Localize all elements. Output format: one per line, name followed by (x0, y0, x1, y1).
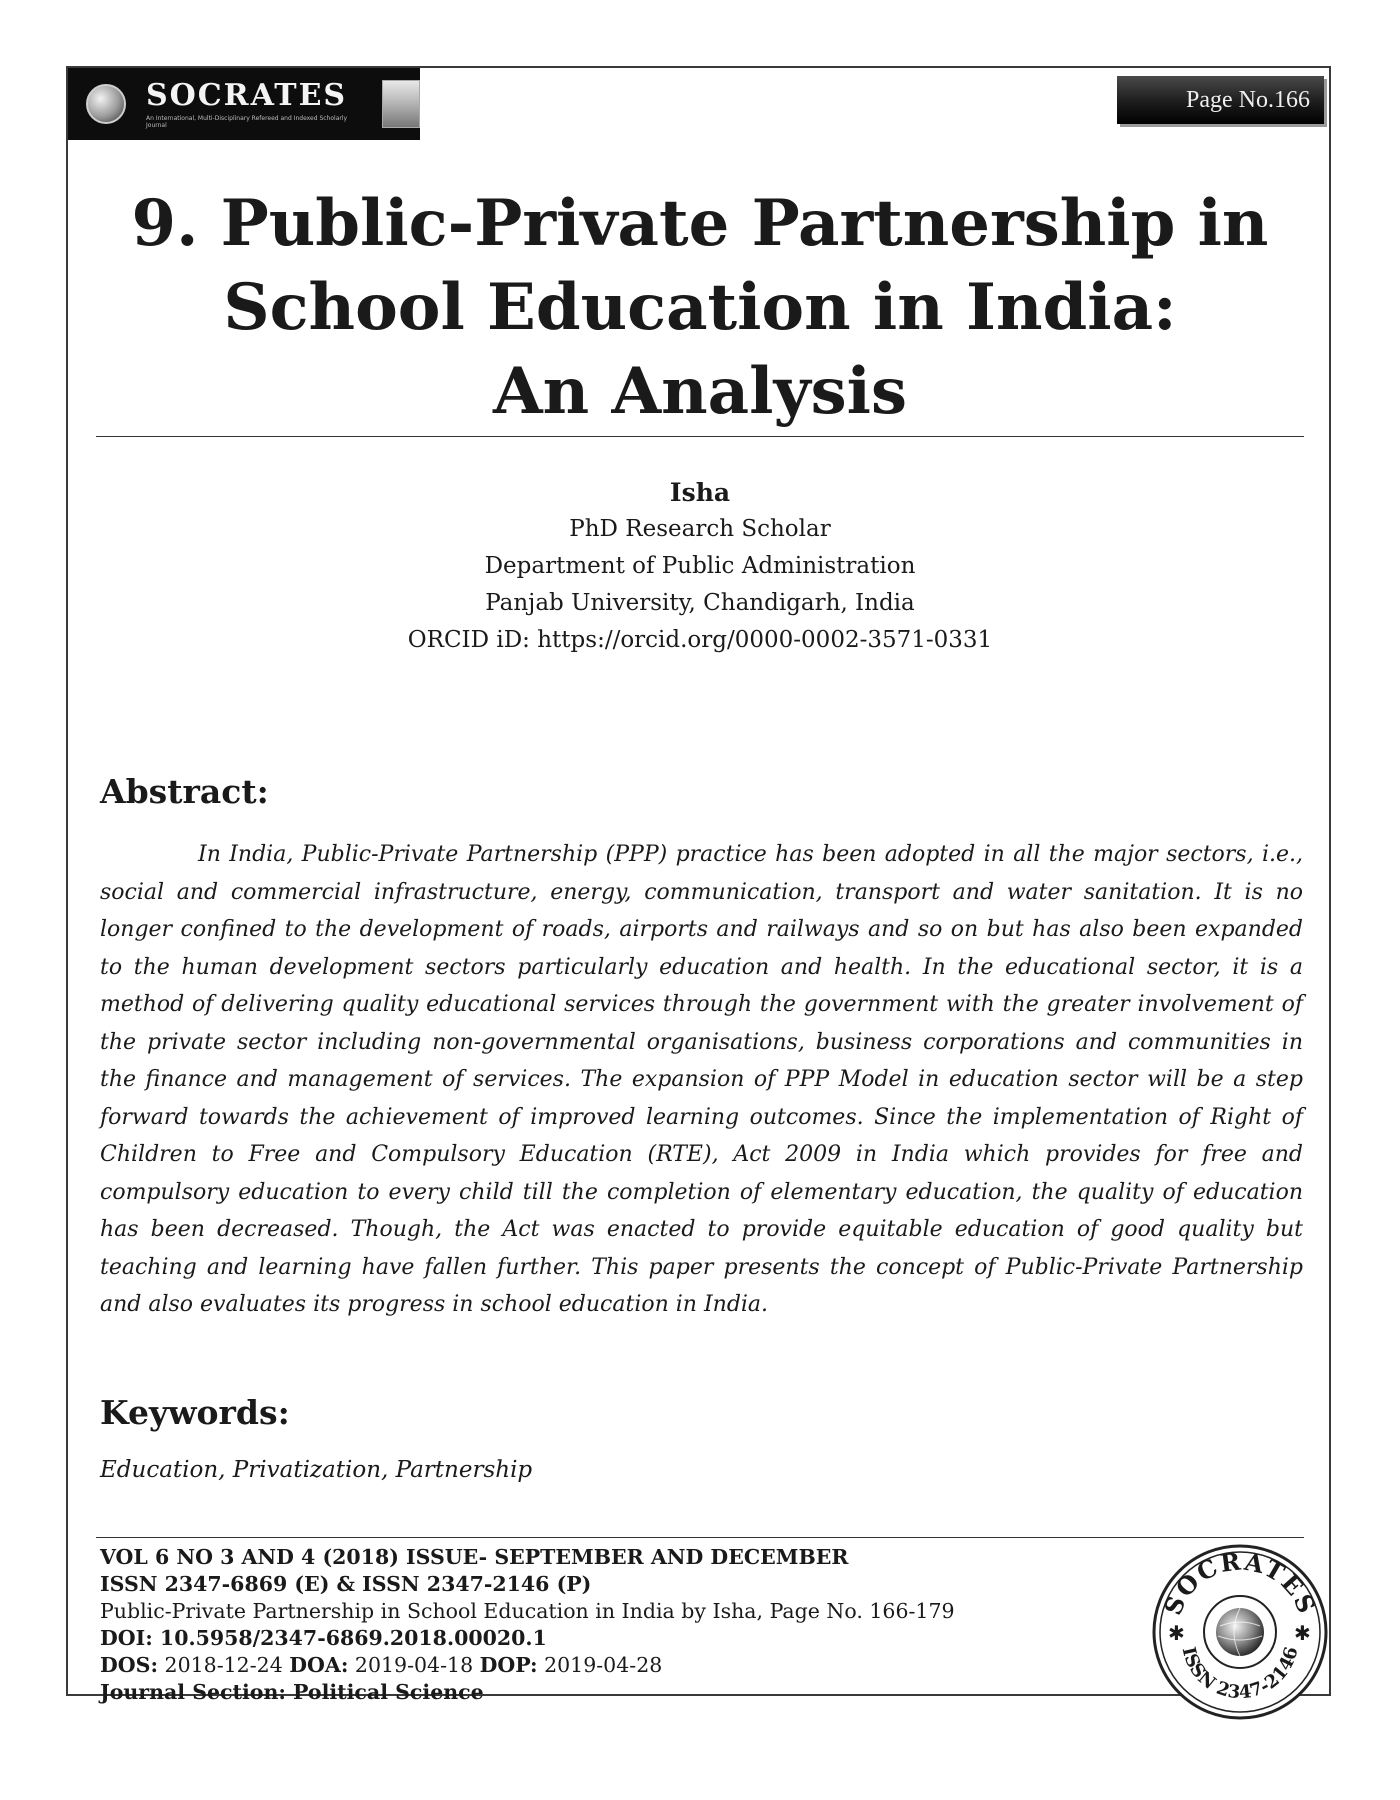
journal-section: Journal Section: Political Science (100, 1680, 484, 1704)
article-footer (100, 1544, 1100, 1706)
author-department: Department of Public Administration (484, 553, 916, 579)
journal-seal (1148, 1540, 1332, 1724)
article-title (96, 182, 1304, 434)
title-line: An Analysis (493, 354, 907, 429)
socrates-portrait-icon (382, 80, 420, 128)
dop-label: DOP: (479, 1653, 538, 1677)
page-number-badge: Page No.166 (1117, 76, 1324, 124)
title-line: School Education in India: (223, 270, 1177, 345)
seal-bottom-text: ISSN 2347-2146 (1177, 1644, 1303, 1704)
seal-star-left: ✱ (1168, 1621, 1185, 1645)
author-name: Isha (669, 478, 731, 507)
doi-info: DOI: 10.5958/2347-6869.2018.00020.1 (100, 1626, 547, 1650)
doa-value: 2019-04-18 (354, 1653, 474, 1677)
dos-label: DOS: (100, 1653, 159, 1677)
dop-value: 2019-04-28 (544, 1653, 663, 1677)
dos-value: 2018-12-24 (164, 1653, 283, 1677)
globe-icon (86, 84, 126, 124)
issn-info: ISSN 2347-6869 (E) & ISSN 2347-2146 (P) (100, 1572, 592, 1596)
volume-info: VOL 6 NO 3 AND 4 (2018) ISSUE- SEPTEMBER AND DECEMBER (100, 1545, 849, 1569)
keywords-list: Education, Privatization, Partnership (100, 1457, 533, 1483)
abstract-body: In India, Public-Private Partnership (PPP) practice has been adopted in all the major sectors, i.e., social and commercial infrastructure, energy, communication, transport and water sanitation. It is no longer confined to the development of roads, airports and railways and so on but has also been expanded to the human development sectors particularly education and health. In the educational sector, it is a method of delivering quality educational services through the government with the greater involvement of the private sector including non-governmental organisations, business corporations and communities in the finance and management of services. The expansion of PPP Model in education sector will be a step forward towards the achievement of improved learning outcomes. Since the implementation of Right of Children to Free and Compulsory Education (RTE), Act 2009 in India which provides for free and compulsory education to every child till the completion of elementary education, the quality of education has been decreased. Though, the Act was enacted to provide equitable education of good quality but teaching and learning have fallen further. This paper presents the concept of Public-Private Partnership and also evaluates its progress in school education in India. (100, 842, 1303, 1317)
author-orcid: ORCID iD: https://orcid.org/0000-0002-3571-0331 (407, 627, 993, 653)
abstract-heading: Abstract: (100, 772, 269, 811)
title-line: 9. Public-Private Partnership in (131, 186, 1269, 261)
dates-line (100, 1652, 1100, 1679)
citation-line: Public-Private Partnership in School Education in India by Isha, Page No. 166-179 (100, 1599, 955, 1623)
journal-tagline: An International, Multi-Disciplinary Refereed and Indexed Scholarly Journal (146, 114, 348, 129)
journal-logo-banner (68, 68, 420, 140)
seal-top-text: SOCRATES (1157, 1546, 1323, 1620)
seal-star-right: ✱ (1294, 1621, 1311, 1645)
journal-name: SOCRATES (146, 77, 348, 113)
keywords-heading: Keywords: (100, 1393, 290, 1432)
globe-icon (1216, 1608, 1264, 1656)
author-university: Panjab University, Chandigarh, India (485, 590, 915, 616)
footer-divider (96, 1537, 1304, 1538)
author-designation: PhD Research Scholar (569, 516, 831, 542)
author-block (96, 474, 1304, 659)
doa-label: DOA: (289, 1653, 349, 1677)
title-divider (96, 436, 1304, 437)
